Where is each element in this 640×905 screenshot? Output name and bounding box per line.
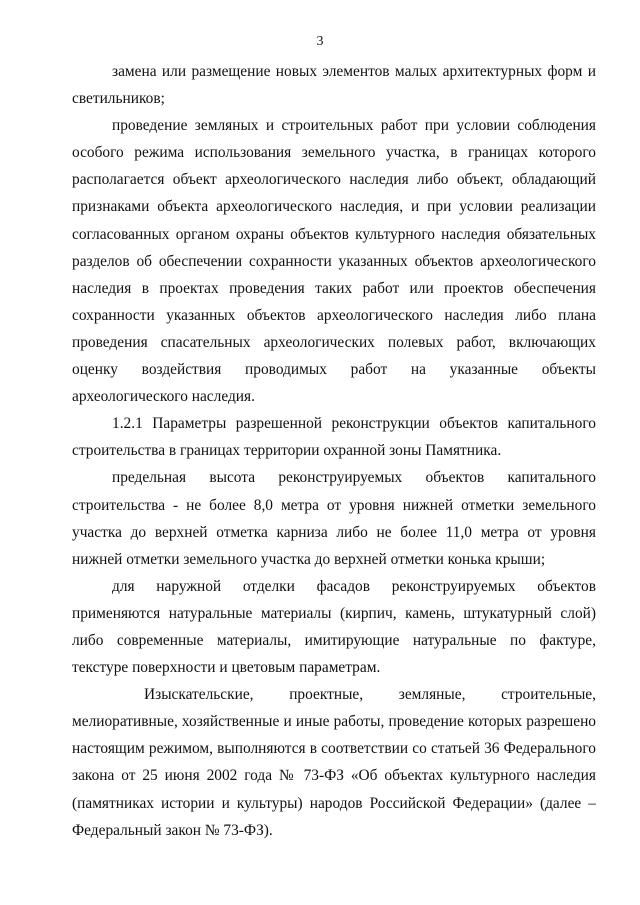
paragraph-small-forms: замена или размещение новых элементов малых архитектурных форм и светильников; [72, 63, 596, 108]
document-body [72, 58, 596, 844]
paragraph-facade-materials: для наружной отделки фасадов реконструируемых объектов применяются натуральные материалы (кирпич, камень, штукатурный слой) либо современные материалы, имитирующие натуральные по фактуре, текстуре поверхности и цветовым параметрам. [72, 577, 596, 677]
page-number: 3 [316, 34, 324, 49]
paragraph-max-height: предельная высота реконструируемых объектов капитального строительства - не более 8,0 метра от уровня нижней отметки земельного участка до верхней отметка карниза либо не более 11,0 метра от уровня нижней отметки земельного участка до верхней отметки конька крыши; [72, 469, 596, 568]
paragraph-federal-law: Изыскательские, проектные, земляные, строительные, мелиоративные, хозяйственные и иные работы, проведение которых разрешено настоящим режимом, выполняются в соответствии со статьей 36 Федерального закона от 25 июня 2002 года № 73-ФЗ «Об объектах культурного наследия (памятниках истории и культуры) народов Российской Федерации» (далее – Федеральный закон № 73-ФЗ). [72, 686, 596, 839]
paragraph-section-1-2-1: 1.2.1 Параметры разрешенной реконструкции объектов капитального строительства в границах территории охранной зоны Памятника. [72, 415, 596, 460]
paragraph-earthworks: проведение земляных и строительных работ при условии соблюдения особого режима использования земельного участка, в границах которого располагается объект археологического наследия либо объект, обладающий признаками объекта археологического наследия, и при условии реализации согласованных органом охраны объектов культурного наследия обязательных разделов об обеспечении сохранности указанных объектов археологического наследия в проектах проведения таких работ или проектов обеспечения сохранности указанных объектов археологического наследия либо плана проведения спасательных археологических полевых работ, включающих оценку воздействия проводимых работ на указанные объекты археологического наследия. [72, 117, 596, 406]
